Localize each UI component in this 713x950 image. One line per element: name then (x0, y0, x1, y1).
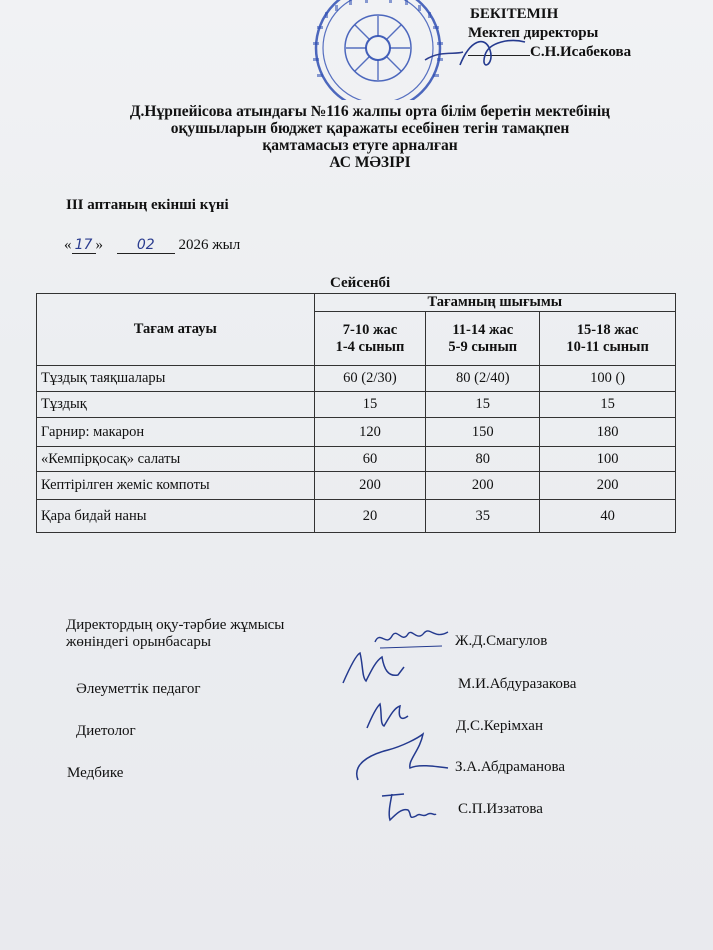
nurse-role: Медбике (67, 765, 124, 781)
header-group-2 (426, 312, 540, 366)
menu-table (36, 293, 676, 533)
table-row (37, 392, 676, 418)
table-header-row (37, 294, 676, 312)
table-row (37, 472, 676, 500)
yield-group-3: 40 (540, 500, 676, 533)
social-pedagogue-name: М.И.Абдуразакова (458, 676, 577, 692)
dish-name: Гарнир: макарон (37, 418, 315, 447)
yield-group-3: 180 (540, 418, 676, 447)
title-line-4: АС МӘЗІРІ (329, 154, 411, 171)
approval-position: Мектеп директоры (468, 25, 599, 41)
yield-group-2: 80 (2/40) (426, 366, 540, 392)
yield-group-1: 20 (314, 500, 426, 533)
header-group-1 (314, 312, 426, 366)
deputy-role-line-2: жөніндегі орынбасары (66, 634, 211, 650)
group-1-grades: 1-4 сынып (335, 338, 405, 355)
weekday-label: Сейсенбі (330, 275, 391, 291)
yield-group-3: 200 (540, 472, 676, 500)
nurse-signature (348, 730, 453, 785)
dish-name: Қара бидай наны (37, 500, 315, 533)
document-title (60, 103, 680, 171)
date-line (64, 237, 240, 254)
dish-name: «Кемпірқосақ» салаты (37, 447, 315, 472)
table-row (37, 447, 676, 472)
social-pedagogue-role: Әлеуметтік педагог (76, 681, 201, 697)
extra-signatory-name: С.П.Иззатова (458, 801, 543, 817)
yield-group-2: 80 (426, 447, 540, 472)
deputy-role (66, 617, 284, 651)
yield-group-1: 60 (314, 447, 426, 472)
deputy-role-line-1: Директордың оқу-тәрбие жұмысы (66, 617, 285, 633)
header-yield: Тағамның шығымы (314, 294, 675, 312)
yield-group-1: 200 (314, 472, 426, 500)
date-year: 2026 жыл (178, 237, 241, 253)
header-dish-name: Тағам атауы (37, 294, 315, 366)
header-group-3 (540, 312, 676, 366)
table-row (37, 500, 676, 533)
dietitian-signature (362, 698, 412, 733)
approval-name: С.Н.Исабекова (530, 44, 632, 60)
group-3-age: 15-18 жас (576, 321, 639, 338)
title-line-2: оқушыларын бюджет қаражаты есебінен тегін тамақпен (170, 120, 570, 137)
yield-group-3: 100 (540, 447, 676, 472)
group-3-grades: 10-11 сынып (566, 338, 649, 355)
yield-group-3: 100 () (540, 366, 676, 392)
yield-group-1: 60 (2/30) (314, 366, 426, 392)
nurse-name: З.А.Абдраманова (455, 759, 566, 775)
dietitian-role: Диетолог (76, 723, 136, 739)
date-day: 17 (72, 237, 96, 254)
yield-group-2: 35 (426, 500, 540, 533)
yield-group-2: 200 (426, 472, 540, 500)
date-open-quote: « (64, 237, 72, 253)
social-pedagogue-signature (338, 647, 408, 687)
group-1-age: 7-10 жас (342, 321, 398, 338)
deputy-name: Ж.Д.Смагулов (455, 633, 548, 649)
yield-group-1: 120 (314, 418, 426, 447)
title-line-3: қамтамасыз етуге арналған (262, 137, 458, 154)
dish-name: Кептірілген жеміс компоты (37, 472, 315, 500)
approval-heading: БЕКІТЕМІН (470, 6, 559, 22)
table-row (37, 366, 676, 392)
group-2-age: 11-14 жас (452, 321, 514, 338)
yield-group-3: 15 (540, 392, 676, 418)
yield-group-2: 15 (426, 392, 540, 418)
title-line-1: Д.Нұрпейісова атындағы №116 жалпы орта білім беретін мектебінің (129, 103, 611, 120)
week-day-label: III аптаның екінші күні (66, 197, 229, 213)
group-2-grades: 5-9 сынып (448, 338, 518, 355)
dish-name: Тұздық (37, 392, 315, 418)
yield-group-2: 150 (426, 418, 540, 447)
dietitian-name: Д.С.Керімхан (456, 718, 543, 734)
date-close-quote: » (95, 237, 103, 253)
dish-name: Тұздық таяқшалары (37, 366, 315, 392)
date-month: 02 (117, 237, 175, 254)
table-row (37, 418, 676, 447)
director-signature (455, 30, 535, 75)
official-stamp-seal (305, 0, 465, 100)
extra-signature (378, 790, 438, 825)
yield-group-1: 15 (314, 392, 426, 418)
